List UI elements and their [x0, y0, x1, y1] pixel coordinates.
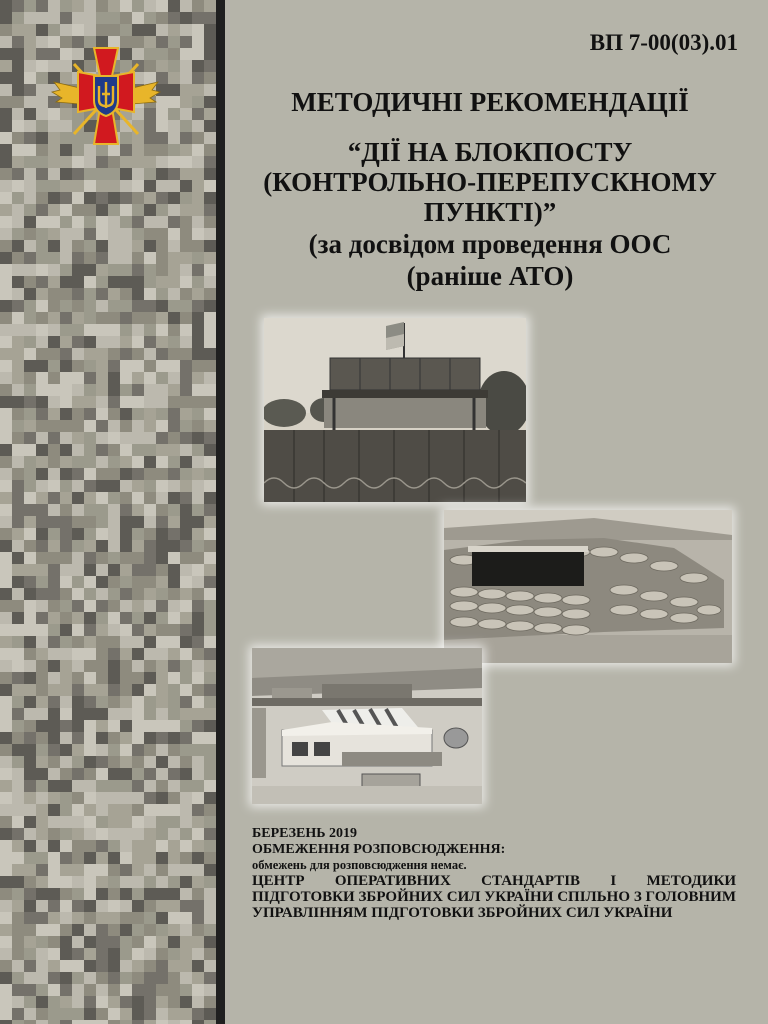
restriction-heading: ОБМЕЖЕННЯ РОЗПОВСЮДЖЕННЯ:: [252, 842, 506, 857]
issuing-organization: ЦЕНТР ОПЕРАТИВНИХ СТАНДАРТІВ І МЕТОДИКИ ПІДГОТОВКИ ЗБРОЙНИХ СИЛ УКРАЇНИ СПІЛЬНО З ГОЛОВНИМ УПРАВЛІННЯМ ПІДГОТОВКИ ЗБРОЙНИХ СИЛ УКРАЇНИ: [252, 873, 736, 921]
restriction-text: обмежень для розповсюдження немає.: [252, 858, 467, 872]
document-code: ВП 7-00(03).01: [589, 30, 738, 55]
photo-checkpoint-tower: [264, 318, 526, 502]
publication-date: БЕРЕЗЕНЬ 2019: [252, 826, 358, 841]
document-footer: [252, 826, 736, 921]
subtitle-line-5: (раніше АТО): [406, 261, 574, 291]
camouflage-pattern: [0, 0, 216, 1024]
armed-forces-emblem-icon: [50, 42, 162, 150]
subtitle-line-4: (за досвідом проведення ООС: [308, 229, 672, 259]
document-heading: МЕТОДИЧНІ РЕКОМЕНДАЦІЇ: [291, 87, 689, 117]
photo-aerial-compound: [252, 648, 482, 804]
black-divider-bar: [216, 0, 225, 1024]
subtitle-line-1: “ДІЇ НА БЛОКПОСТУ: [347, 137, 633, 167]
subtitle-line-3: ПУНКТІ)”: [423, 197, 557, 227]
subtitle-line-2: (КОНТРОЛЬНО-ПЕРЕПУСКНОМУ: [263, 167, 717, 197]
photo-sandbag-bunker: [444, 510, 732, 663]
